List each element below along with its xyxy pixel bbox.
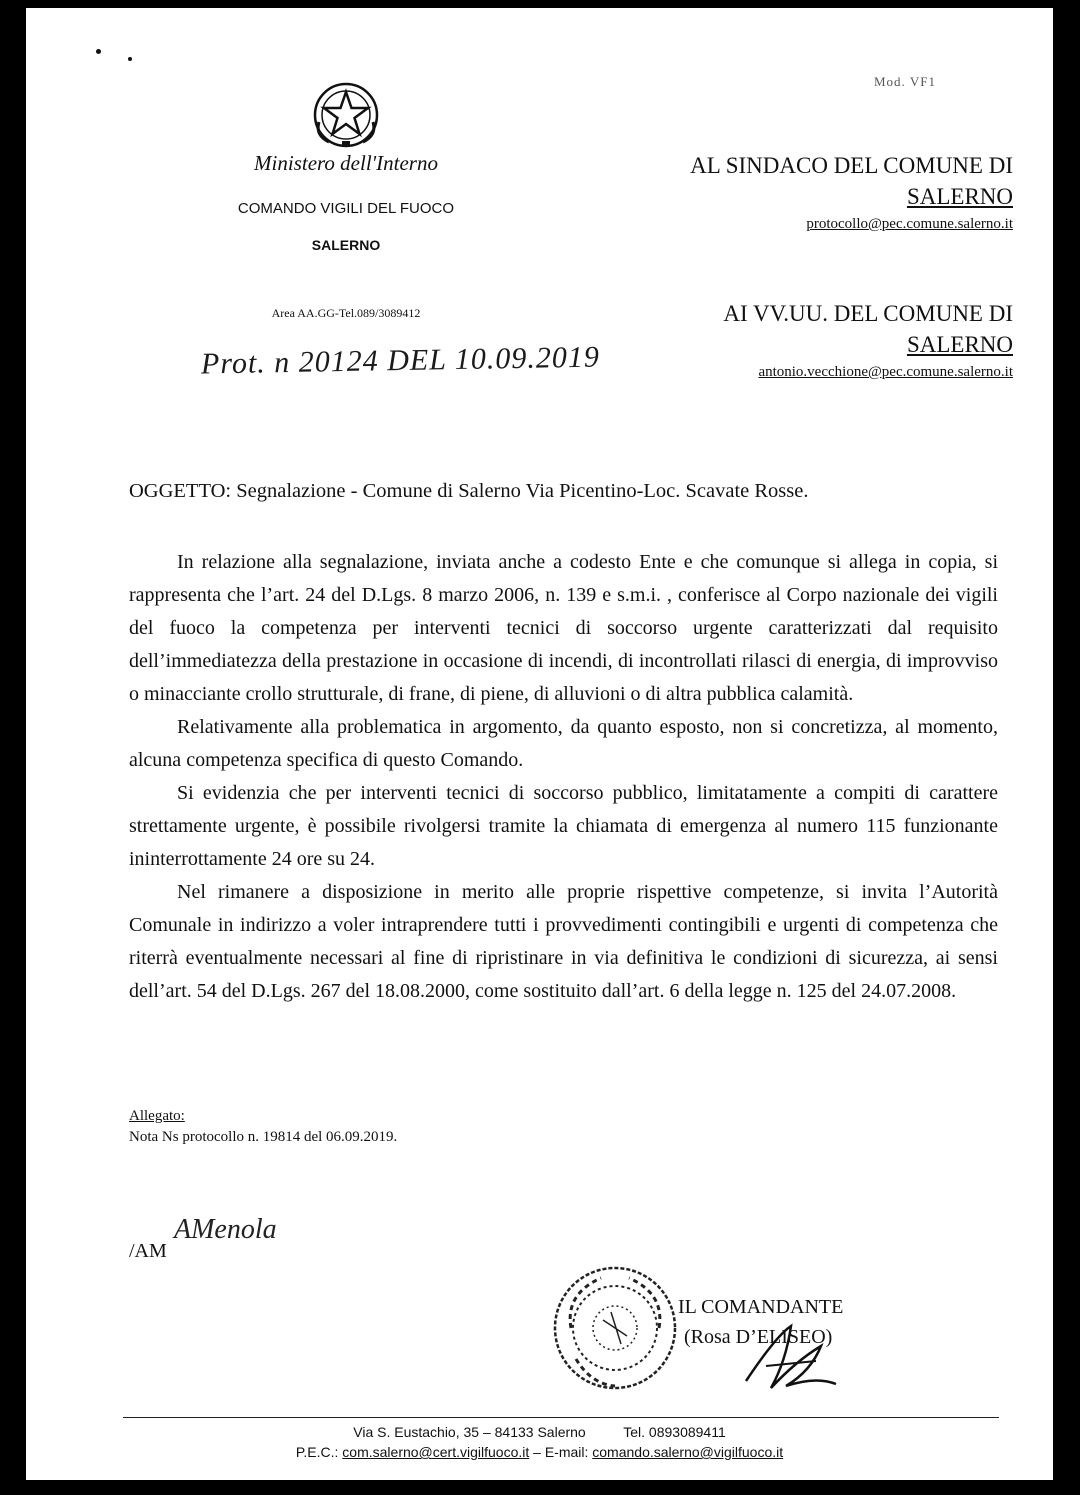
footer-divider	[123, 1417, 999, 1418]
protocol-number-handwritten: Prot. n 20124 DEL 10.09.2019	[200, 340, 601, 381]
scan-speck	[128, 57, 132, 61]
footer-phone: Tel. 0893089411	[623, 1424, 726, 1440]
footer-pec-label: P.E.C.:	[295, 1444, 339, 1460]
body-paragraph: Si evidenzia che per interventi tecnici di soccorso pubblico, limitatamente a compiti di carattere strettamente urgente, è possibile rivolgersi tramite la chiamata di emergenza al numero 115 funzionante ininterrottamente 24 ore su 24.	[129, 782, 998, 870]
signatory-name: (Rosa D’ELISEO)	[684, 1326, 833, 1348]
attachment-label: Allegato:	[129, 1108, 185, 1124]
recipient-line2: SALERNO	[906, 184, 1013, 209]
recipient-mayor	[690, 150, 1013, 236]
body-paragraph: Nel rimanere a disposizione in merito alle proprie rispettive competenze, si invita l’Autorità Comunale in indirizzo a voler intraprendere tutti i provvedimenti contingibili e urgenti di competenza che riterrà eventualmente necessari al fine di ripristinare in via definitiva le condizioni di sicurezza, ai sensi dell’art. 54 del D.Lgs. 267 del 18.08.2000, come sostituito dall’art. 6 della legge n. 125 del 24.07.2008.	[129, 881, 998, 1002]
signatory-title: IL COMANDANTE	[678, 1296, 844, 1318]
letter-body	[129, 546, 998, 1008]
footer-contact-line	[26, 1444, 1053, 1460]
recipient-line1: AI VV.UU. DEL COMUNE DI	[723, 301, 1013, 326]
area-phone: Area AA.GG-Tel.089/3089412	[271, 306, 421, 320]
italian-republic-emblem-icon	[311, 80, 381, 150]
ministry-name: Ministero dell'Interno	[254, 151, 438, 175]
footer-email-label: – E-mail:	[533, 1444, 589, 1460]
footer-pec-link[interactable]: com.salerno@cert.vigilfuoco.it	[342, 1444, 530, 1460]
recipient-police	[723, 298, 1013, 384]
official-stamp-icon	[551, 1264, 679, 1392]
letter-page	[26, 8, 1053, 1480]
attachment-text: Nota Ns protocollo n. 19814 del 06.09.2019.	[129, 1129, 398, 1145]
subject-line: OGGETTO: Segnalazione - Comune di Salerno Via Picentino-Loc. Scavate Rosse.	[129, 480, 809, 502]
footer-address-line	[26, 1424, 1053, 1440]
footer-email-link[interactable]: comando.salerno@vigilfuoco.it	[592, 1444, 784, 1460]
form-code: Mod. VF1	[874, 74, 936, 89]
scan-speck	[96, 49, 101, 54]
recipient-line1: AL SINDACO DEL COMUNE DI	[690, 153, 1013, 178]
handwritten-signature-icon	[736, 1316, 846, 1396]
recipient-email: protocollo@pec.comune.salerno.it	[806, 216, 1013, 232]
author-ref: /AM	[129, 1240, 167, 1262]
footer-address: Via S. Eustachio, 35 – 84133 Salerno	[353, 1424, 586, 1440]
command-city: SALERNO	[311, 237, 381, 253]
body-paragraph: Relativamente alla problematica in argomento, da quanto esposto, non si concretizza, al momento, alcuna competenza specifica di questo Comando.	[129, 716, 998, 771]
recipient-line2: SALERNO	[906, 332, 1013, 357]
command-name: COMANDO VIGILI DEL FUOCO	[237, 200, 455, 217]
recipient-email: antonio.vecchione@pec.comune.salerno.it	[758, 364, 1013, 380]
body-paragraph: In relazione alla segnalazione, inviata anche a codesto Ente e che comunque si allega in copia, si rappresenta che l’art. 24 del D.Lgs. 8 marzo 2006, n. 139 e s.m.i. , conferisce al Corpo nazionale dei vigili del fuoco la competenza per interventi tecnici di soccorso urgente caratterizzati dal requisito dell’immediatezza della prestazione in occasione di incendi, di incontrollati rilasci di energia, di improvviso o minacciante crollo strutturale, di frane, di piene, di alluvioni o di altra pubblica calamità.	[129, 551, 998, 705]
handwritten-initials: AMenola	[174, 1214, 277, 1245]
